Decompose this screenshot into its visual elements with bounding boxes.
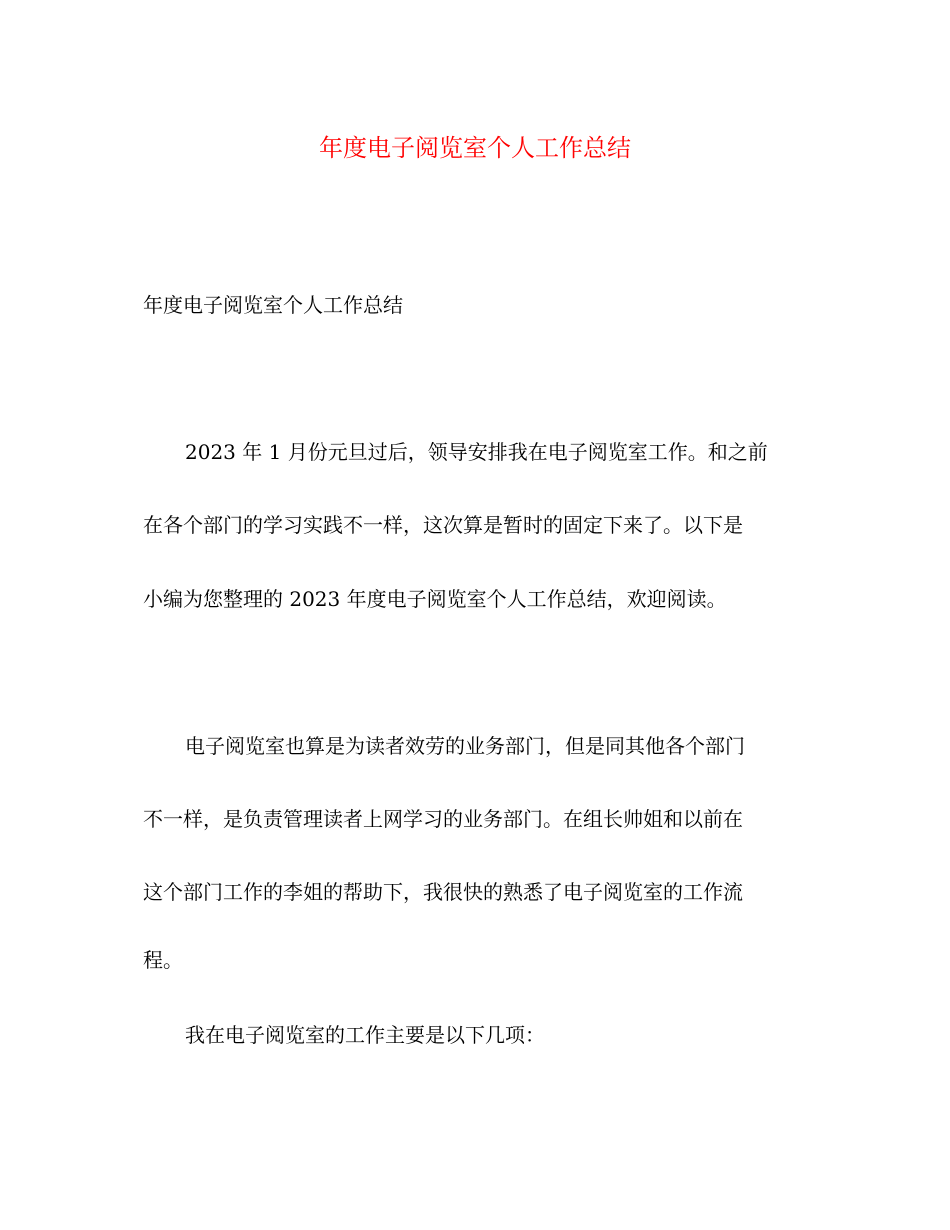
paragraph-2-line-2: 不一样，是负责管理读者上网学习的业务部门。在组长帅姐和以前在 — [143, 807, 743, 831]
paragraph-1-line-3: 小编为您整理的 2023 年度电子阅览室个人工作总结，欢迎阅读。 — [143, 587, 727, 611]
document-title: 年度电子阅览室个人工作总结 — [319, 134, 631, 162]
paragraph-1-line-1: 2023 年 1 月份元旦过后，领导安排我在电子阅览室工作。和之前 — [185, 440, 768, 464]
paragraph-2-line-4: 程。 — [143, 948, 183, 972]
document-subtitle: 年度电子阅览室个人工作总结 — [143, 293, 403, 317]
paragraph-3-line-1: 我在电子阅览室的工作主要是以下几项： — [185, 1023, 545, 1047]
paragraph-1-line-2: 在各个部门的学习实践不一样，这次算是暂时的固定下来了。以下是 — [143, 513, 743, 537]
paragraph-2-line-3: 这个部门工作的李姐的帮助下，我很快的熟悉了电子阅览室的工作流 — [143, 880, 743, 904]
paragraph-2-line-1: 电子阅览室也算是为读者效劳的业务部门，但是同其他各个部门 — [185, 734, 745, 758]
